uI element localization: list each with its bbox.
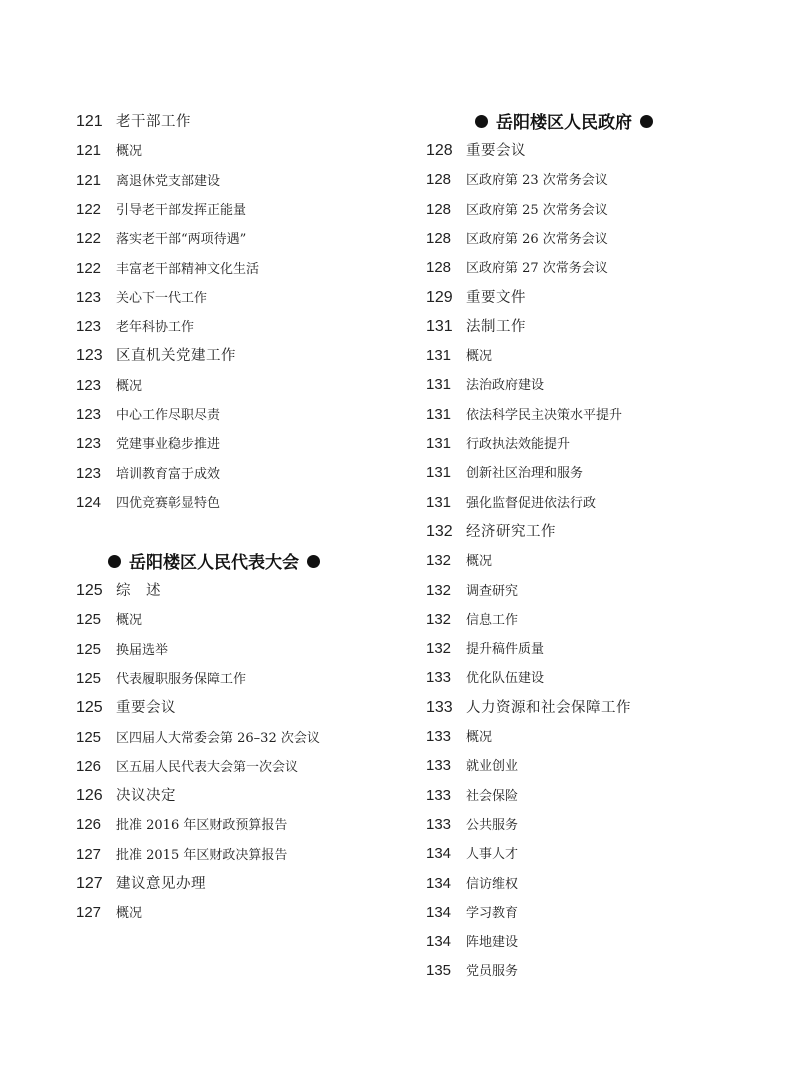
toc-entry-title: 换届选举: [116, 642, 169, 658]
toc-page-number: 131: [426, 347, 452, 365]
toc-entry[interactable]: [426, 520, 556, 542]
toc-entry[interactable]: [426, 579, 518, 601]
toc-entry-title: 创新社区治理和服务: [466, 466, 584, 482]
toc-entry-title: 决议决定: [116, 788, 176, 805]
toc-entry-title: 重要文件: [466, 289, 526, 306]
toc-page-number: 131: [426, 376, 452, 394]
toc-page-number: 122: [76, 259, 102, 277]
toc-page-number: 131: [426, 405, 452, 423]
toc-entry[interactable]: [76, 198, 246, 220]
toc-entry[interactable]: [426, 139, 526, 161]
section-heading-text: 岳阳楼区人民政府: [496, 113, 632, 133]
toc-entry[interactable]: [76, 257, 259, 279]
toc-entry-title: 提升稿件质量: [466, 642, 545, 658]
toc-entry[interactable]: [426, 461, 583, 483]
toc-page-number: 127: [76, 904, 102, 922]
toc-page-number: 133: [426, 669, 452, 687]
toc-entry[interactable]: [426, 872, 518, 894]
toc-entry-title: 离退休党支部建设: [116, 173, 221, 189]
toc-page-number: 123: [76, 376, 102, 394]
toc-entry-title: 区四届人大常委会第 26–32 次会议: [116, 730, 320, 746]
toc-page-number: 125: [76, 728, 102, 746]
toc-entry-title: 概况: [116, 378, 143, 394]
toc-entry-title: 区政府第 25 次常务会议: [466, 202, 608, 218]
section-heading-people-congress: [108, 549, 320, 577]
toc-entry-title: 经济研究工作: [466, 523, 556, 540]
toc-page-number: 128: [426, 259, 452, 277]
toc-entry-title: 就业创业: [466, 759, 519, 775]
toc-entry[interactable]: [426, 432, 570, 454]
toc-entry[interactable]: [76, 784, 176, 806]
toc-entry[interactable]: [76, 843, 287, 865]
toc-entry[interactable]: [76, 344, 236, 366]
toc-entry[interactable]: [76, 110, 191, 132]
toc-entry[interactable]: [76, 403, 220, 425]
toc-page-number: 125: [76, 640, 102, 658]
toc-page-number: 128: [426, 171, 452, 189]
toc-entry[interactable]: [426, 901, 518, 923]
toc-page-number: 134: [426, 845, 452, 863]
toc-entry-title: 党员服务: [466, 964, 519, 980]
toc-entry-title: 调查研究: [466, 583, 519, 599]
toc-entry[interactable]: [426, 373, 544, 395]
toc-page-number: 123: [76, 406, 102, 423]
toc-entry[interactable]: [426, 930, 518, 952]
toc-entry[interactable]: [426, 491, 596, 513]
toc-entry[interactable]: [426, 168, 608, 190]
toc-entry[interactable]: [76, 755, 298, 777]
toc-entry[interactable]: [426, 286, 526, 308]
toc-entry-title: 社会保险: [466, 788, 519, 804]
toc-entry-title: 落实老干部“两项待遇”: [116, 232, 247, 248]
toc-entry-title: 党建事业稳步推进: [116, 437, 221, 453]
toc-entry[interactable]: [76, 491, 220, 513]
bullet-dot-icon: [307, 555, 320, 568]
toc-entry-title: 区政府第 27 次常务会议: [466, 261, 608, 277]
toc-entry-title: 概况: [466, 349, 493, 365]
toc-entry[interactable]: [76, 667, 246, 689]
toc-page-number: 128: [426, 142, 453, 159]
toc-entry-title: 学习教育: [466, 905, 519, 921]
toc-entry-title: 关心下一代工作: [116, 290, 208, 306]
toc-page-number: 126: [76, 787, 103, 805]
toc-entry[interactable]: [76, 901, 142, 923]
toc-entry-title: 概况: [116, 613, 143, 629]
toc-entry[interactable]: [76, 286, 207, 308]
toc-page-number: 132: [426, 552, 452, 570]
toc-entry-title: 公共服务: [466, 817, 519, 833]
toc-page-number: 132: [426, 610, 452, 628]
toc-entry-title: 人事人才: [466, 847, 519, 863]
toc-entry[interactable]: [426, 842, 518, 864]
bullet-dot-icon: [108, 555, 121, 568]
toc-page-number: 133: [426, 728, 452, 745]
toc-entry[interactable]: [426, 227, 608, 249]
bullet-dot-icon: [475, 115, 488, 128]
bullet-dot-icon: [640, 115, 653, 128]
toc-page-number: 126: [76, 757, 102, 775]
toc-entry[interactable]: [76, 462, 220, 484]
toc-entry[interactable]: [426, 608, 518, 630]
toc-page-number: 129: [426, 288, 453, 306]
toc-entry-title: 阵地建设: [466, 935, 519, 951]
toc-page-number: 128: [426, 200, 452, 218]
toc-entry-title: 批准 2016 年区财政预算报告: [116, 818, 288, 834]
toc-page-number: 131: [426, 464, 452, 482]
toc-entry-title: 法治政府建设: [466, 378, 545, 394]
toc-entry-title: 法制工作: [466, 318, 526, 335]
toc-entry[interactable]: [426, 725, 492, 747]
toc-page-number: 123: [76, 288, 102, 306]
toc-entry[interactable]: [426, 813, 518, 835]
toc-page-number: 121: [76, 142, 102, 160]
toc-entry[interactable]: [426, 403, 622, 425]
toc-entry[interactable]: [426, 959, 518, 981]
toc-entry-title: 老年科协工作: [116, 320, 195, 336]
toc-entry[interactable]: [76, 169, 220, 191]
toc-entry-title: 四优竞赛彰显特色: [116, 495, 221, 511]
toc-entry-title: 区政府第 23 次常务会议: [466, 173, 608, 189]
toc-entry[interactable]: [426, 315, 526, 337]
toc-page-number: 125: [76, 611, 102, 629]
toc-entry-title: 区政府第 26 次常务会议: [466, 231, 608, 247]
toc-page-number: 131: [426, 493, 452, 511]
toc-page-number: 123: [76, 347, 103, 365]
toc-entry[interactable]: [76, 374, 142, 396]
toc-entry[interactable]: [76, 315, 194, 337]
toc-page-number: 131: [426, 317, 453, 335]
toc-page-number: 131: [426, 435, 452, 452]
toc-entry-title: 优化队伍建设: [466, 671, 545, 687]
toc-entry[interactable]: [76, 813, 287, 835]
toc-entry[interactable]: [76, 638, 168, 660]
toc-entry-title: 概况: [116, 144, 143, 160]
toc-entry-title: 重要会议: [466, 143, 526, 159]
toc-page-number: 132: [426, 522, 453, 540]
section-heading-people-government: [475, 109, 653, 137]
toc-entry-title: 中心工作尽职尽责: [116, 408, 221, 423]
toc-page-number: 133: [426, 757, 452, 775]
toc-entry[interactable]: [426, 637, 544, 659]
toc-page-number: 132: [426, 581, 452, 599]
toc-page-number: 134: [426, 874, 452, 892]
toc-entry-title: 概况: [466, 730, 493, 745]
toc-entry-title: 强化监督促进依法行政: [466, 495, 597, 511]
toc-page-number: 123: [76, 318, 102, 336]
toc-entry-title: 重要会议: [116, 700, 176, 717]
toc-page-number: 126: [76, 816, 102, 834]
toc-entry[interactable]: [426, 344, 492, 366]
toc-entry-title: 丰富老干部精神文化生活: [116, 261, 260, 277]
toc-entry[interactable]: [426, 198, 608, 220]
toc-entry-title: 引导老干部发挥正能量: [116, 202, 247, 218]
toc-page-number: 122: [76, 200, 102, 218]
toc-page-number: 134: [426, 903, 452, 921]
toc-page-number: 133: [426, 815, 452, 833]
toc-entry[interactable]: [426, 549, 492, 571]
toc-entry[interactable]: [76, 227, 246, 249]
toc-page-number: 123: [76, 435, 102, 453]
toc-page-number: 123: [76, 464, 102, 482]
toc-page-number: 122: [76, 230, 102, 248]
toc-entry-title: 概况: [466, 554, 493, 570]
toc-entry[interactable]: [426, 696, 631, 718]
toc-entry-title: 概况: [116, 906, 143, 922]
toc-page-number: 134: [426, 933, 452, 951]
toc-entry[interactable]: [426, 754, 518, 776]
section-heading-text: 岳阳楼区人民代表大会: [129, 553, 299, 573]
toc-entry[interactable]: [76, 872, 206, 894]
toc-page-number: 132: [426, 640, 452, 658]
toc-page-number: 135: [426, 962, 452, 980]
toc-page-number: 133: [426, 698, 453, 716]
toc-entry[interactable]: [76, 696, 176, 718]
toc-page-number: 121: [76, 171, 102, 189]
toc-entry-title: 建议意见办理: [116, 876, 206, 892]
toc-entry-title: 批准 2015 年区财政决算报告: [116, 847, 288, 863]
toc-page-number: 127: [76, 845, 102, 863]
toc-entry[interactable]: [76, 139, 142, 161]
toc-entry-title: 代表履职服务保障工作: [116, 671, 247, 687]
toc-entry-title: 区五届人民代表大会第一次会议: [116, 759, 299, 775]
toc-entry-title: 区直机关党建工作: [116, 348, 236, 365]
toc-entry-title: 人力资源和社会保障工作: [466, 699, 631, 716]
toc-entry-title: 培训教育富于成效: [116, 466, 221, 482]
toc-entry[interactable]: [76, 432, 220, 454]
toc-page-number: 124: [76, 493, 102, 511]
toc-entry-title: 信访维权: [466, 876, 519, 892]
toc-page-number: 121: [76, 113, 103, 130]
toc-entry-title: 综 述: [116, 583, 161, 599]
toc-page-number: 125: [76, 669, 102, 687]
toc-entry-title: 行政执法效能提升: [466, 437, 571, 452]
toc-page-number: 133: [426, 786, 452, 804]
toc-page-number: 125: [76, 699, 103, 717]
toc-entry[interactable]: [76, 608, 142, 630]
toc-entry-title: 信息工作: [466, 612, 519, 628]
toc-page-number: 125: [76, 582, 103, 599]
toc-entry[interactable]: [426, 256, 608, 278]
toc-page-number: 128: [426, 229, 452, 247]
toc-page-number: 127: [76, 875, 103, 892]
toc-entry[interactable]: [76, 726, 320, 748]
toc-entry[interactable]: [426, 666, 544, 688]
toc-entry[interactable]: [426, 784, 518, 806]
toc-entry-title: 依法科学民主决策水平提升: [466, 407, 623, 423]
toc-entry[interactable]: [76, 579, 161, 601]
toc-entry-title: 老干部工作: [116, 114, 191, 130]
